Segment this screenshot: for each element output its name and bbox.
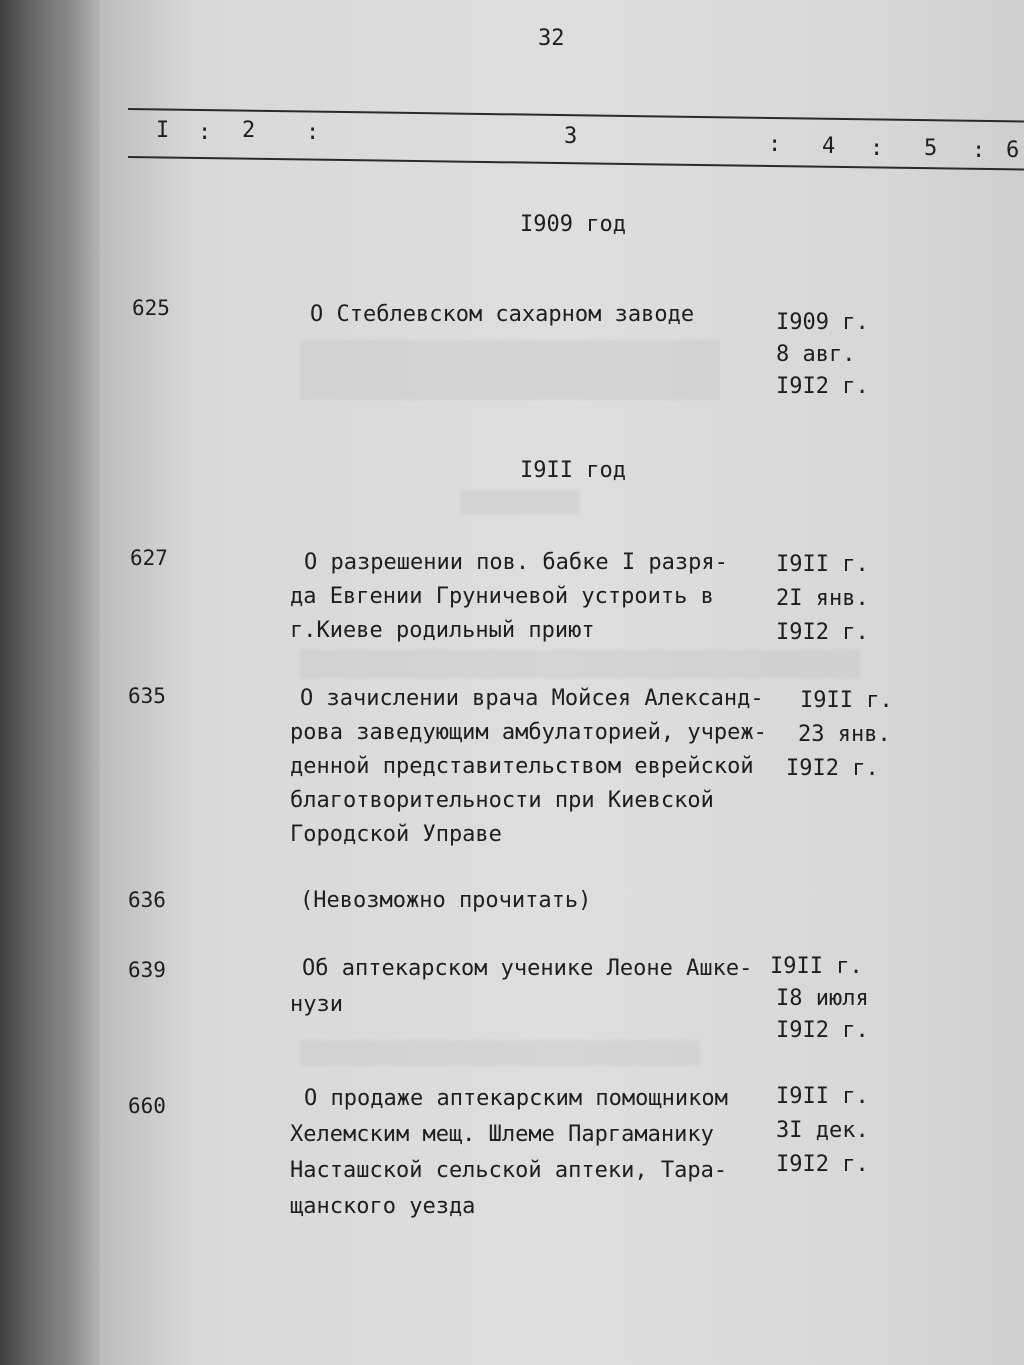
column-header: 4	[822, 134, 836, 159]
entry-description-line: О зачислении врача Мойсея Александ-	[300, 686, 764, 711]
entry-number: 635	[128, 684, 166, 708]
year-heading: I9II год	[520, 458, 626, 483]
entry-description-line: О разрешении пов. бабке I разря-	[304, 550, 728, 575]
column-separator: :	[198, 120, 212, 145]
entry-description-line: О продаже аптекарским помощником	[304, 1086, 728, 1111]
entry-number: 639	[128, 958, 166, 982]
column-header: 6	[1006, 138, 1020, 163]
table-header-top-rule	[128, 108, 1024, 123]
year-heading: I909 год	[520, 212, 626, 237]
entry-date-line: 3I дек.	[776, 1118, 869, 1143]
entry-description-line: Городской Управе	[290, 822, 502, 847]
entry-date-line: I9I2 г.	[776, 1152, 869, 1177]
column-header: 2	[242, 118, 256, 143]
entry-description-line: щанского уезда	[290, 1194, 476, 1219]
entry-number: 627	[130, 546, 168, 570]
entry-date-line: I9I2 г.	[786, 756, 879, 781]
entry-date-line: I8 июля	[776, 986, 869, 1011]
entry-date-line: I9I2 г.	[776, 374, 869, 399]
entry-number: 660	[128, 1094, 166, 1118]
column-separator: :	[768, 132, 782, 157]
entry-description-line: Об аптекарском ученике Леоне Ашке-	[302, 956, 753, 981]
column-header: I	[156, 118, 170, 143]
entry-date-line: I9I2 г.	[776, 1018, 869, 1043]
column-separator: :	[870, 136, 884, 161]
entry-description-line: да Евгении Груничевой устроить в	[290, 584, 714, 609]
entry-description-line: рова заведующим амбулаторией, учреж-	[290, 720, 767, 745]
page-number: 32	[538, 26, 565, 51]
table-header-bottom-rule	[128, 156, 1024, 171]
entry-date-line: 23 янв.	[798, 722, 891, 747]
entry-date-line: I909 г.	[776, 310, 869, 335]
entry-date-line: I9I2 г.	[776, 620, 869, 645]
book-binding-shadow	[0, 0, 100, 1365]
column-header: 5	[924, 136, 938, 161]
column-separator: :	[306, 120, 320, 145]
entry-date-line: I9II г.	[776, 552, 869, 577]
entry-number: 625	[132, 296, 170, 320]
entry-description-line: денной представительством еврейской	[290, 754, 754, 779]
bleed-through-shadow	[300, 650, 860, 678]
document-page	[100, 0, 1024, 1365]
entry-description-line: Хелемским мещ. Шлеме Паргаманику	[290, 1122, 714, 1147]
entry-description-line: г.Киеве родильный приют	[290, 618, 595, 643]
entry-date-line: 8 авг.	[776, 342, 856, 367]
column-separator: :	[972, 138, 986, 163]
entry-description-line: (Невозможно прочитать)	[300, 888, 592, 913]
entry-date-line: I9II г.	[770, 954, 863, 979]
bleed-through-shadow	[300, 1040, 700, 1066]
entry-description-line: благотворительности при Киевской	[290, 788, 714, 813]
entry-date-line: I9II г.	[800, 688, 893, 713]
entry-date-line: 2I янв.	[776, 586, 869, 611]
bleed-through-shadow	[460, 490, 580, 514]
entry-description-line: О Стеблевском сахарном заводе	[310, 302, 695, 327]
entry-description-line: Насташской сельской аптеки, Тара-	[290, 1158, 728, 1183]
entry-description-line: нузи	[290, 992, 343, 1017]
entry-number: 636	[128, 888, 166, 912]
column-header: 3	[564, 124, 578, 149]
bleed-through-shadow	[300, 340, 720, 400]
entry-date-line: I9II г.	[776, 1084, 869, 1109]
